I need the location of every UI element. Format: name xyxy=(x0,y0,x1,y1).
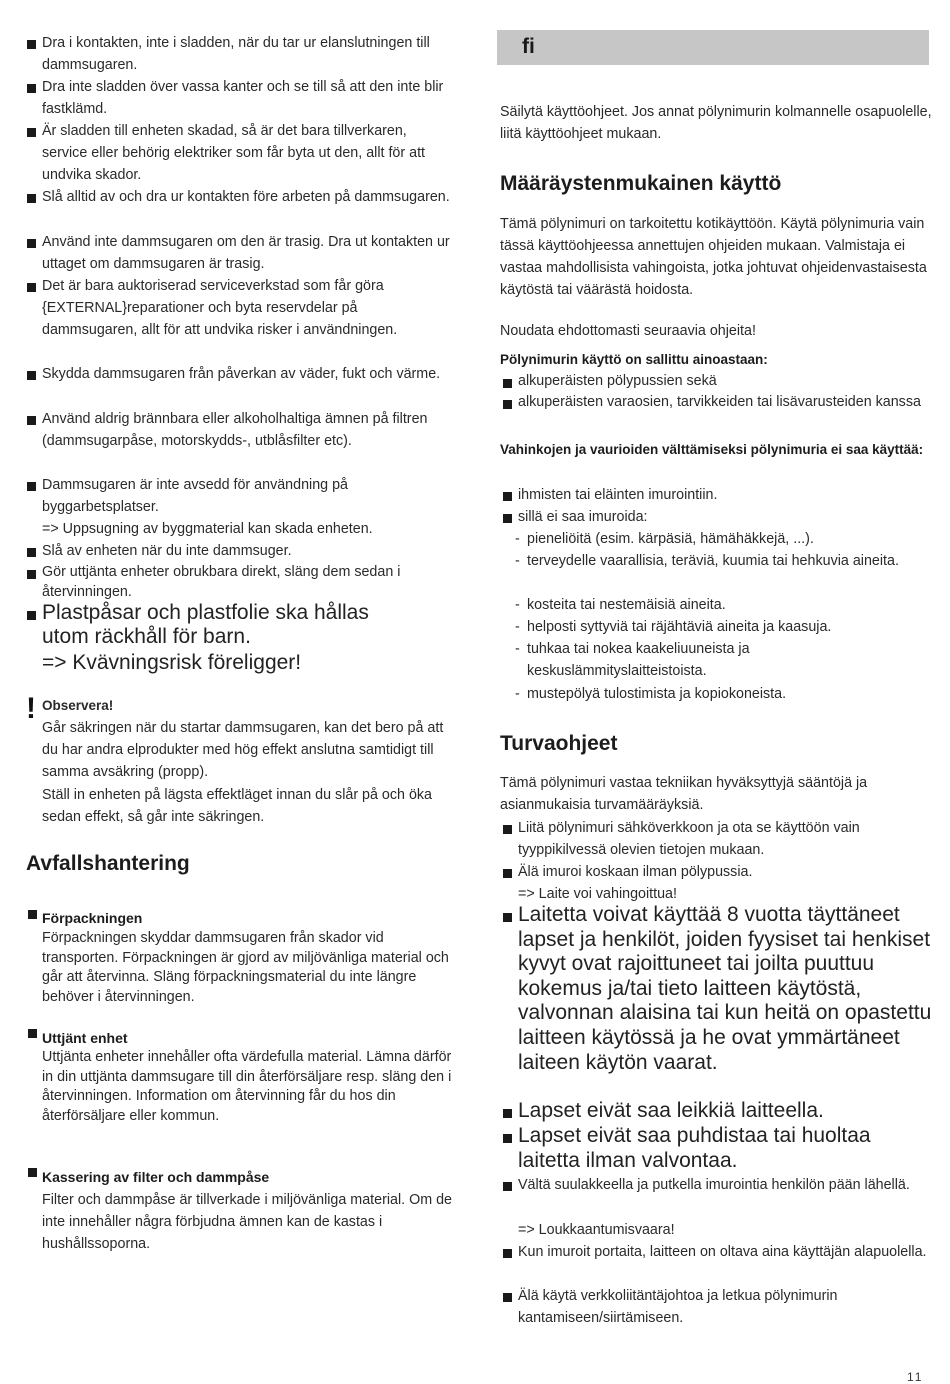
subsection-title: Förpackningen xyxy=(42,910,143,926)
sub-list-item: - kosteita tai nestemäisiä aineita. xyxy=(515,597,726,613)
bullet-icon xyxy=(27,371,36,380)
list-item: Skydda dammsugaren från påverkan av väder, fukt och värme. xyxy=(26,363,456,385)
subsection-body: Filter och dammpåse är tillverkade i miljövänliga material. Om de inte innehåller några förbjudna ämnen kan de kastas i hushållssoporna. xyxy=(42,1192,452,1252)
list-item: Älä käytä verkkoliitäntäjohtoa ja letkua pölynimurin kantamiseen/siirtämiseen. xyxy=(502,1285,934,1329)
note-paragraph: Ställ in enheten på lägsta effektläget innan du slår på och öka sedan effekt, så går inte säkringen. xyxy=(42,787,433,825)
note-paragraph: Går säkringen när du startar dammsugaren, kan det bero på att du har andra elprodukter med hög effekt anslutna samtidigt till samma avsäkring (propp). xyxy=(42,720,444,780)
list-item: Kun imuroit portaita, laitteen on oltava aina käyttäjän alapuolella. xyxy=(502,1241,934,1263)
bullet-icon xyxy=(27,283,36,292)
bullet-icon xyxy=(503,1249,512,1258)
list-item: alkuperäisten varaosien, tarvikkeiden tai lisävarusteiden kanssa xyxy=(502,392,934,412)
list-item: ihmisten tai eläinten imurointiin. xyxy=(502,484,934,506)
warning-list-item: Laitetta voivat käyttää 8 vuotta täyttäneet lapset ja henkilöt, joiden fyysiset tai henkiset kyvyt ovat rajoittuneet tai joilta puuttuu kokemus ja/tai tieto laitteen käytöstä, valvonnan alaisina tai kun heitä on opastettu laitteen käytössä ja he ovat ymmärtäneet laiteen käytön vaarat. xyxy=(502,903,934,1075)
paragraph: Tämä pölynimuri vastaa tekniikan hyväksyttyjä sääntöjä ja asianmukaisia turvamääräyksiä. xyxy=(500,775,868,813)
bullet-icon xyxy=(503,1182,512,1191)
list-item-continuation: => Laite voi vahingoittua! xyxy=(518,886,677,902)
list-item: Använd inte dammsugaren om den är trasig. Dra ut kontakten ur uttaget om dammsugaren är trasig. xyxy=(26,231,456,275)
paragraph: Noudata ehdottomasti seuraavia ohjeita! xyxy=(500,323,756,339)
page-number: 11 xyxy=(907,1370,924,1384)
list-title: Vahinkojen ja vaurioiden välttämiseksi pölynimuria ei saa käyttää: xyxy=(500,442,924,457)
note-title: Observera! xyxy=(42,698,114,713)
list-item: Dammsugaren är inte avsedd för användning på byggarbetsplatser. xyxy=(26,474,456,518)
bullet-icon xyxy=(503,492,512,501)
subsection-body: Uttjänta enheter innehåller ofta värdefulla material. Lämna därför in din uttjänta dammsugare till din återförsäljare resp. släng den i återvinningen. Information om återvinning får du hos din återförsäljare eller kommun. xyxy=(42,1049,452,1124)
list-item: Det är bara auktoriserad serviceverkstad som får göra {EXTERNAL}reparationer och byta reservdelar på dammsugaren, allt för att undvika risker i användningen. xyxy=(26,275,456,341)
bullet-icon xyxy=(27,194,36,203)
list-item: Vältä suulakkeella ja putkella imurointia henkilön pään lähellä. xyxy=(502,1174,934,1196)
subsection-title: Uttjänt enhet xyxy=(42,1030,128,1046)
list-item-continuation: => Loukkaantumisvaara! xyxy=(518,1222,675,1238)
bullet-icon xyxy=(503,825,512,834)
bullet-icon xyxy=(27,548,36,557)
warning-list-item: Plastpåsar och plastfolie ska hållas utom räckhåll för barn. => Kvävningsrisk föreligger! xyxy=(26,601,456,675)
list-item: Slå alltid av och dra ur kontakten före arbeten på dammsugaren. xyxy=(26,186,456,208)
section-heading: Määräystenmukainen käyttö xyxy=(500,172,782,195)
sub-list-item: - mustepölyä tulostimista ja kopiokoneista. xyxy=(515,686,787,702)
sub-list-item: - tuhkaa tai nokea kaakeliuuneista ja keskuslämmityslaitteistoista. xyxy=(515,641,750,679)
list-item: Dra i kontakten, inte i sladden, när du tar ur elanslutningen till dammsugaren. xyxy=(26,32,456,76)
sub-list-item: - pieneliöitä (esim. kärpäsiä, hämähäkkejä, ...). xyxy=(515,531,814,547)
list-item: Slå av enheten när du inte dammsuger. xyxy=(26,540,456,562)
subsection-body: Förpackningen skyddar dammsugaren från skador vid transporten. Förpackningen är gjord av miljövänliga material och går att återvinna. Släng förpackningsmaterial du inte längre behöver i återvinningen. xyxy=(42,930,449,1005)
bullet-icon xyxy=(28,1168,37,1177)
bullet-icon xyxy=(27,416,36,425)
intro-paragraph: Säilytä käyttöohjeet. Jos annat pölynimurin kolmannelle osapuolelle, liitä käyttöohjeet mukaan. xyxy=(500,104,932,142)
list-item: Liitä pölynimuri sähköverkkoon ja ota se käyttöön vain tyyppikilvessä olevien tietojen mukaan. xyxy=(502,817,934,861)
bullet-icon xyxy=(27,40,36,49)
list-item: Använd aldrig brännbara eller alkoholhaltiga ämnen på filtren (dammsugarpåse, motorskydds-, utblåsfilter etc). xyxy=(26,408,456,452)
sub-list-item: - terveydelle vaarallisia, teräviä, kuumia tai hehkuvia aineita. xyxy=(515,553,899,569)
bullet-icon xyxy=(27,128,36,137)
bullet-icon xyxy=(503,1109,512,1118)
list-item: Är sladden till enheten skadad, så är det bara tillverkaren, service eller behörig elektriker som får byta ut den, allt för att undvika skador. xyxy=(26,120,456,186)
bullet-icon xyxy=(503,379,512,388)
section-heading: Avfallshantering xyxy=(26,852,190,875)
list-item-continuation: => Uppsugning av byggmaterial kan skada enheten. xyxy=(42,521,373,537)
section-heading: Turvaohjeet xyxy=(500,732,618,755)
paragraph: Tämä pölynimuri on tarkoitettu kotikäyttöön. Käytä pölynimuria vain tässä käyttöohjeessa annettujen ohjeiden mukaan. Valmistaja ei vastaa mahdollisista vahingoista, jotka johtuvat ohjeidenvastaisesta käytöstä tai väärästä hoidosta. xyxy=(500,216,927,298)
language-header-bar xyxy=(497,30,929,65)
bullet-icon xyxy=(503,514,512,523)
list-item: sillä ei saa imuroida: xyxy=(502,506,934,528)
language-code: fi xyxy=(522,35,535,58)
bullet-icon xyxy=(27,482,36,491)
list-title: Pölynimurin käyttö on sallittu ainoastaan: xyxy=(500,352,768,367)
bullet-icon xyxy=(503,869,512,878)
bullet-icon xyxy=(27,239,36,248)
subsection-title: Kassering av filter och dammpåse xyxy=(42,1169,270,1185)
bullet-icon xyxy=(28,910,37,919)
warning-list-item: Lapset eivät saa leikkiä laitteella. xyxy=(502,1099,934,1124)
exclamation-icon: ! xyxy=(26,692,36,725)
list-item: alkuperäisten pölypussien sekä xyxy=(502,371,934,391)
bullet-icon xyxy=(28,1029,37,1038)
bullet-icon xyxy=(27,84,36,93)
bullet-icon xyxy=(27,570,36,579)
list-item: Älä imuroi koskaan ilman pölypussia. xyxy=(502,861,934,883)
bullet-icon xyxy=(503,1134,512,1143)
bullet-icon xyxy=(503,1293,512,1302)
sub-list-item: - helposti syttyviä tai räjähtäviä aineita ja kaasuja. xyxy=(515,619,832,635)
bullet-icon xyxy=(503,913,512,922)
warning-list-item: Lapset eivät saa puhdistaa tai huoltaa laitetta ilman valvontaa. xyxy=(502,1124,934,1173)
bullet-icon xyxy=(27,611,36,620)
list-item: Gör uttjänta enheter obrukbara direkt, släng dem sedan i återvinningen. xyxy=(26,562,456,602)
bullet-icon xyxy=(503,400,512,409)
list-item: Dra inte sladden över vassa kanter och se till så att den inte blir fastklämd. xyxy=(26,76,456,120)
